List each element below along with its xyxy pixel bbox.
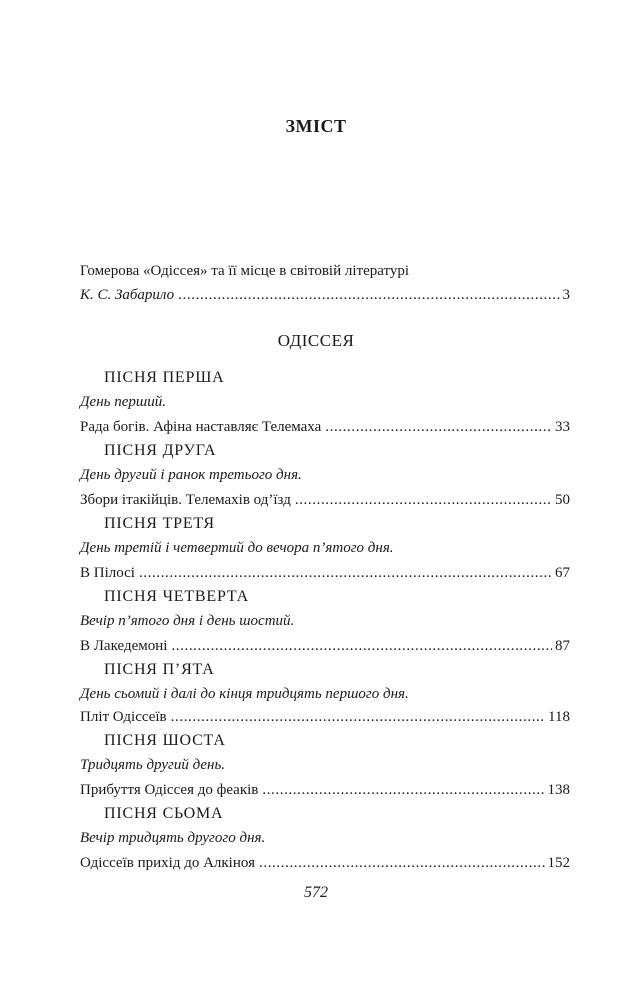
song-entry: [80, 854, 570, 872]
song-heading: ПІСНЯ П’ЯТА: [104, 661, 215, 678]
leader-dots: [171, 708, 545, 726]
part-title: ОДІССЕЯ: [277, 331, 355, 350]
song-day: День третій і четвертий до вечора п’ятого дня.: [80, 540, 394, 556]
leader-dots: [325, 418, 552, 436]
song-page-number: 33: [555, 419, 570, 435]
song-entry: [80, 781, 570, 799]
song-title: В Лакедемоні: [80, 638, 168, 654]
song-page-number: 118: [548, 709, 570, 725]
song-heading: ПІСНЯ ПЕРША: [104, 369, 225, 386]
page-number: 572: [304, 884, 328, 901]
song-title: Рада богів. Афіна наставляє Телемаха: [80, 419, 322, 435]
intro-title: Гомерова «Одіссея» та її місце в світовій літературі: [80, 263, 410, 279]
intro-entry: [80, 286, 570, 304]
leader-dots: [259, 854, 545, 872]
song-page-number: 67: [555, 565, 570, 581]
song-title: В Пілосі: [80, 565, 135, 581]
leader-dots: [171, 637, 552, 655]
leader-dots: [262, 781, 544, 799]
song-entry: [80, 491, 570, 509]
song-heading: ПІСНЯ СЬОМА: [104, 805, 224, 822]
song-entry: [80, 708, 570, 726]
song-heading: ПІСНЯ ШОСТА: [104, 732, 226, 749]
song-day: День другий і ранок третього дня.: [80, 467, 302, 483]
song-entry: [80, 564, 570, 582]
intro-author: К. С. Забарило: [80, 287, 175, 303]
intro-page-number: 3: [562, 287, 570, 303]
song-heading: ПІСНЯ ДРУГА: [104, 442, 217, 459]
song-page-number: 152: [547, 855, 570, 871]
leader-dots: [139, 564, 552, 582]
song-title: Збори ітакійців. Телемахів од’їзд: [80, 492, 291, 508]
song-day: Вечір п’ятого дня і день шостий.: [80, 613, 295, 629]
song-title: Прибуття Одіссея до феаків: [80, 782, 259, 798]
song-day: Вечір тридцять другого дня.: [80, 830, 266, 846]
song-heading: ПІСНЯ ТРЕТЯ: [104, 515, 215, 532]
song-page-number: 50: [555, 492, 570, 508]
leader-dots: [178, 286, 559, 304]
song-day: День перший.: [80, 394, 166, 410]
song-entry: [80, 637, 570, 655]
song-day: Тридцять другий день.: [80, 757, 226, 773]
song-day: День сьомий і далі до кінця тридцять першого дня.: [80, 686, 409, 702]
song-entry: [80, 418, 570, 436]
song-heading: ПІСНЯ ЧЕТВЕРТА: [104, 588, 249, 605]
song-page-number: 138: [547, 782, 570, 798]
song-title: Одіссеїв прихід до Алкіноя: [80, 855, 255, 871]
page-heading: ЗМІСТ: [285, 116, 347, 136]
song-page-number: 87: [555, 638, 570, 654]
leader-dots: [295, 491, 552, 509]
song-title: Пліт Одіссеїв: [80, 709, 167, 725]
